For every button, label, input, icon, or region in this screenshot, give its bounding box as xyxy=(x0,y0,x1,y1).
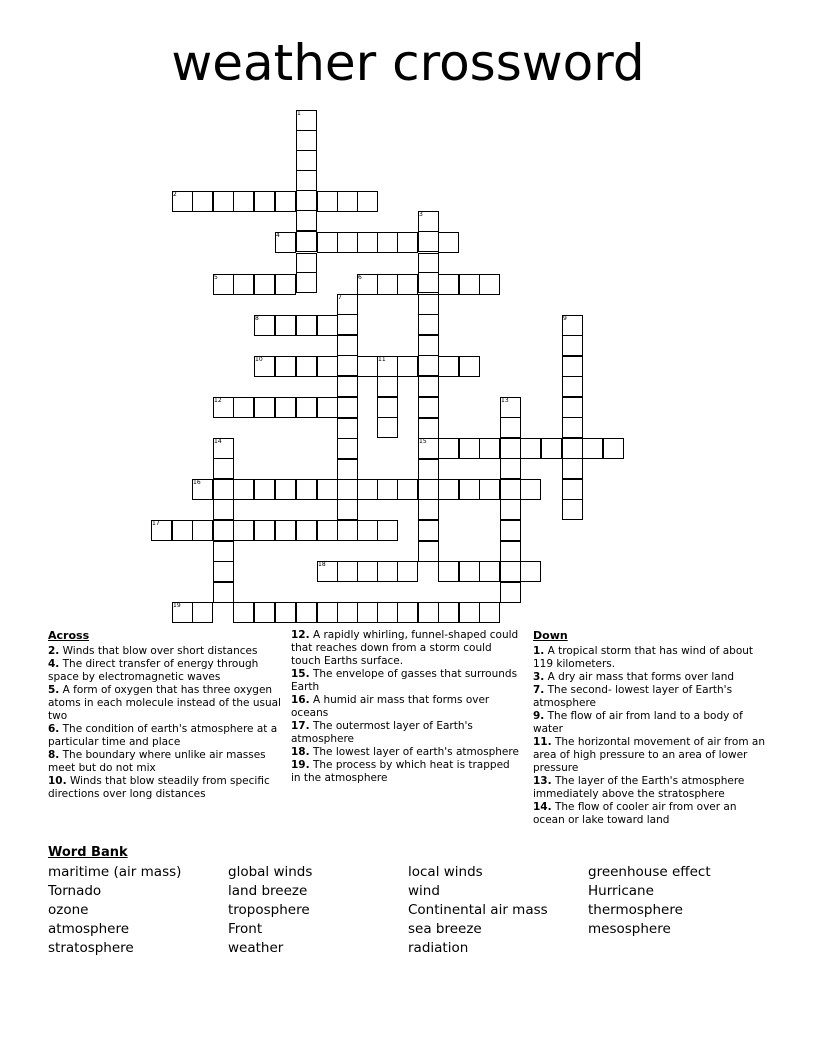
clue-number: 14. xyxy=(533,801,552,813)
clue-text: A form of oxygen that has three oxygen atoms in each molecule instead of the usual two xyxy=(48,684,281,722)
crossword-cell[interactable] xyxy=(254,274,275,295)
crossword-cell[interactable] xyxy=(337,499,358,520)
crossword-cell[interactable] xyxy=(233,274,254,295)
clue-text: The horizontal movement of air from an area of high pressure to an area of lower pressure xyxy=(533,736,765,774)
clue-text: The outermost layer of Earth's atmosphere xyxy=(291,720,473,745)
crossword-cell[interactable] xyxy=(500,417,521,438)
crossword-cell[interactable] xyxy=(337,418,358,439)
clue-number: 2. xyxy=(48,645,60,657)
crossword-cell[interactable] xyxy=(438,602,459,623)
word-bank-word: land breeze xyxy=(228,883,308,899)
crossword-cell[interactable] xyxy=(438,479,459,500)
across-clue xyxy=(291,720,519,746)
clue-text: Winds that blow over short distances xyxy=(59,645,258,657)
word-bank-word: stratosphere xyxy=(48,940,134,956)
clue-number-18: 18 xyxy=(318,561,326,568)
crossword-cell[interactable] xyxy=(418,294,439,315)
word-bank-word: Tornado xyxy=(48,883,102,899)
crossword-cell[interactable] xyxy=(337,438,358,459)
crossword-cell[interactable] xyxy=(418,499,439,520)
word-bank-word: local winds xyxy=(408,864,483,880)
clue-number-7: 7 xyxy=(338,294,342,301)
clue-number-14: 14 xyxy=(214,438,222,445)
clue-text: The lowest layer of earth's atmosphere xyxy=(309,746,519,758)
clue-number: 12. xyxy=(291,629,310,641)
crossword-cell[interactable] xyxy=(520,561,541,582)
across-clue xyxy=(48,775,283,801)
crossword-cell[interactable] xyxy=(418,231,439,252)
crossword-cell[interactable] xyxy=(459,479,480,500)
clue-number-13: 13 xyxy=(501,397,509,404)
crossword-cell[interactable] xyxy=(562,417,583,438)
clue-number: 9. xyxy=(533,710,545,722)
crossword-cell[interactable] xyxy=(377,479,398,500)
down-heading: Down xyxy=(533,629,568,642)
clue-text: A tropical storm that has wind of about 119 kilometers. xyxy=(533,645,754,670)
clue-text: The flow of cooler air from over an ocean or lake toward land xyxy=(533,801,737,826)
crossword-cell[interactable] xyxy=(357,356,378,377)
crossword-cell[interactable] xyxy=(317,520,338,541)
crossword-cell[interactable] xyxy=(377,274,398,295)
crossword-cell[interactable] xyxy=(275,315,296,336)
crossword-cell[interactable] xyxy=(418,397,439,418)
crossword-cell[interactable] xyxy=(254,520,275,541)
crossword-cell[interactable] xyxy=(479,602,500,623)
word-bank-word: sea breeze xyxy=(408,921,482,937)
word-bank-word: wind xyxy=(408,883,440,899)
word-bank-word: weather xyxy=(228,940,284,956)
clue-number-12: 12 xyxy=(214,397,222,404)
word-bank-word: ozone xyxy=(48,902,89,918)
crossword-cell[interactable] xyxy=(520,479,541,500)
crossword-cell[interactable] xyxy=(459,602,480,623)
clue-text: The envelope of gasses that surrounds Earth xyxy=(291,668,518,693)
crossword-cell[interactable] xyxy=(357,479,378,500)
crossword-cell[interactable] xyxy=(562,335,583,356)
word-bank-word: atmosphere xyxy=(48,921,129,937)
crossword-cell[interactable] xyxy=(213,499,234,520)
crossword-cell[interactable] xyxy=(397,274,418,295)
crossword-cell[interactable] xyxy=(317,315,338,336)
across-clues-continued xyxy=(291,629,519,785)
crossword-cell[interactable] xyxy=(438,438,459,459)
crossword-cell[interactable] xyxy=(500,479,521,500)
word-bank-word: global winds xyxy=(228,864,313,880)
crossword-cell[interactable] xyxy=(296,253,317,274)
down-clues xyxy=(533,629,768,827)
crossword-cell[interactable] xyxy=(418,314,439,335)
across-clue xyxy=(48,723,283,749)
clue-number: 15. xyxy=(291,668,310,680)
crossword-cell[interactable] xyxy=(213,520,234,541)
clue-number: 5. xyxy=(48,684,60,696)
clue-number: 1. xyxy=(533,645,545,657)
crossword-cell[interactable] xyxy=(357,191,378,212)
clue-text: The flow of air from land to a body of water xyxy=(533,710,743,735)
crossword-cell[interactable] xyxy=(397,602,418,623)
crossword-cell[interactable] xyxy=(418,355,439,376)
crossword-cell[interactable] xyxy=(500,561,521,582)
across-clue-list-continued xyxy=(291,629,519,785)
crossword-cell[interactable] xyxy=(275,397,296,418)
crossword-cell[interactable] xyxy=(337,191,358,212)
crossword-cell[interactable] xyxy=(275,274,296,295)
crossword-cell[interactable] xyxy=(337,232,358,253)
crossword-cell[interactable] xyxy=(296,231,317,252)
crossword-cell[interactable] xyxy=(296,130,317,151)
across-clue xyxy=(291,629,519,668)
crossword-cell[interactable] xyxy=(562,458,583,479)
clue-number-19: 19 xyxy=(173,602,181,609)
clue-number-15: 15 xyxy=(419,438,427,445)
crossword-cell[interactable] xyxy=(296,272,317,293)
crossword-cell[interactable] xyxy=(562,376,583,397)
word-bank-word: thermosphere xyxy=(588,902,683,918)
crossword-cell[interactable] xyxy=(377,417,398,438)
word-bank-word: troposphere xyxy=(228,902,310,918)
clue-number: 18. xyxy=(291,746,310,758)
crossword-cell[interactable] xyxy=(337,314,358,335)
crossword-cell[interactable] xyxy=(192,520,213,541)
crossword-cell[interactable] xyxy=(275,479,296,500)
clue-text: A rapidly whirling, funnel-shaped could that reaches down from a storm could touch Earths surface. xyxy=(291,629,519,667)
crossword-cell[interactable] xyxy=(500,438,521,459)
clue-number-16: 16 xyxy=(193,479,201,486)
crossword-cell[interactable] xyxy=(520,438,541,459)
word-bank-word: radiation xyxy=(408,940,469,956)
clue-text: The boundary where unlike air masses meet but do not mix xyxy=(48,749,266,774)
clue-number-8: 8 xyxy=(255,315,259,322)
crossword-cell[interactable] xyxy=(317,397,338,418)
crossword-cell[interactable] xyxy=(377,232,398,253)
crossword-cell[interactable] xyxy=(438,232,459,253)
clue-text: A dry air mass that forms over land xyxy=(544,671,735,683)
crossword-cell[interactable] xyxy=(213,582,234,603)
clue-number: 4. xyxy=(48,658,60,670)
clue-text: The direct transfer of energy through space by electromagnetic waves xyxy=(48,658,259,683)
crossword-cell[interactable] xyxy=(418,335,439,356)
crossword-cell[interactable] xyxy=(213,458,234,479)
clue-number-2: 2 xyxy=(173,191,177,198)
crossword-cell[interactable] xyxy=(418,479,439,500)
crossword-cell[interactable] xyxy=(337,479,358,500)
crossword-cell[interactable] xyxy=(418,376,439,397)
across-heading: Across xyxy=(48,629,90,642)
crossword-cell[interactable] xyxy=(438,356,459,377)
down-clue xyxy=(533,710,768,736)
crossword-cell[interactable] xyxy=(296,210,317,231)
crossword-cell[interactable] xyxy=(459,274,480,295)
crossword-cell[interactable] xyxy=(377,561,398,582)
crossword-cell[interactable] xyxy=(459,356,480,377)
crossword-cell[interactable] xyxy=(459,438,480,459)
word-bank-word: Hurricane xyxy=(588,883,654,899)
across-clue xyxy=(48,645,283,658)
crossword-cell[interactable] xyxy=(562,397,583,418)
crossword-cell[interactable] xyxy=(275,520,296,541)
crossword-cell[interactable] xyxy=(357,232,378,253)
across-clue xyxy=(48,658,283,684)
word-bank-word: Front xyxy=(228,921,263,937)
down-clue xyxy=(533,645,768,671)
crossword-cell[interactable] xyxy=(397,561,418,582)
crossword-cell[interactable] xyxy=(233,397,254,418)
crossword-cell[interactable] xyxy=(296,520,317,541)
crossword-cell[interactable] xyxy=(438,274,459,295)
crossword-cell[interactable] xyxy=(317,191,338,212)
crossword-cell[interactable] xyxy=(213,541,234,562)
crossword-cell[interactable] xyxy=(254,397,275,418)
crossword-cell[interactable] xyxy=(213,561,234,582)
crossword-cell[interactable] xyxy=(254,479,275,500)
crossword-cell[interactable] xyxy=(275,602,296,623)
clue-number-4: 4 xyxy=(276,232,280,239)
clue-number: 17. xyxy=(291,720,310,732)
crossword-cell[interactable] xyxy=(377,397,398,418)
crossword-cell[interactable] xyxy=(337,397,358,418)
word-bank-word: Continental air mass xyxy=(408,902,548,918)
clue-number-6: 6 xyxy=(358,274,362,281)
crossword-cell[interactable] xyxy=(357,602,378,623)
crossword-cell[interactable] xyxy=(479,274,500,295)
crossword-cell[interactable] xyxy=(296,315,317,336)
crossword-cell[interactable] xyxy=(418,602,439,623)
clue-number: 6. xyxy=(48,723,60,735)
clue-number-1: 1 xyxy=(297,110,301,117)
crossword-cell[interactable] xyxy=(438,561,459,582)
clue-number-17: 17 xyxy=(152,520,160,527)
crossword-cell[interactable] xyxy=(418,418,439,439)
clue-number: 13. xyxy=(533,775,552,787)
crossword-cell[interactable] xyxy=(337,459,358,480)
crossword-cell[interactable] xyxy=(479,438,500,459)
crossword-cell[interactable] xyxy=(192,602,213,623)
crossword-cell[interactable] xyxy=(296,397,317,418)
clue-number: 3. xyxy=(533,671,545,683)
crossword-cell[interactable] xyxy=(337,376,358,397)
crossword-cell[interactable] xyxy=(233,602,254,623)
clue-number: 11. xyxy=(533,736,552,748)
crossword-cell[interactable] xyxy=(296,170,317,191)
crossword-cell[interactable] xyxy=(296,190,317,211)
crossword-cell[interactable] xyxy=(377,376,398,397)
crossword-cell[interactable] xyxy=(418,541,439,562)
crossword-cell[interactable] xyxy=(418,253,439,274)
crossword-cell[interactable] xyxy=(254,191,275,212)
clue-text: A humid air mass that forms over oceans xyxy=(291,694,490,719)
crossword-cell[interactable] xyxy=(337,355,358,376)
down-clue xyxy=(533,684,768,710)
crossword-cell[interactable] xyxy=(500,541,521,562)
crossword-cell[interactable] xyxy=(418,459,439,480)
clue-text: The condition of earth's atmosphere at a particular time and place xyxy=(48,723,278,748)
across-clue xyxy=(291,668,519,694)
crossword-cell[interactable] xyxy=(377,602,398,623)
crossword-cell[interactable] xyxy=(296,150,317,171)
crossword-cell[interactable] xyxy=(562,499,583,520)
clue-number: 16. xyxy=(291,694,310,706)
crossword-cell[interactable] xyxy=(337,602,358,623)
crossword-cell[interactable] xyxy=(233,191,254,212)
across-clue xyxy=(291,694,519,720)
crossword-cell[interactable] xyxy=(562,356,583,377)
clue-text: The second- lowest layer of Earth's atmosphere xyxy=(533,684,733,709)
clue-number: 8. xyxy=(48,749,60,761)
across-clue xyxy=(291,759,519,785)
across-clue xyxy=(48,684,283,723)
clue-number-9: 9 xyxy=(563,315,567,322)
crossword-cell[interactable] xyxy=(254,602,275,623)
word-bank xyxy=(48,863,768,963)
clue-number-3: 3 xyxy=(419,211,423,218)
crossword-cell[interactable] xyxy=(337,520,358,541)
crossword-cell[interactable] xyxy=(562,479,583,500)
across-clue xyxy=(48,749,283,775)
crossword-cell[interactable] xyxy=(397,356,418,377)
crossword-cell[interactable] xyxy=(459,561,480,582)
clue-number-10: 10 xyxy=(255,356,263,363)
clue-number-11: 11 xyxy=(378,356,386,363)
clue-text: Winds that blow steadily from specific directions over long distances xyxy=(48,775,270,800)
clue-number: 19. xyxy=(291,759,310,771)
crossword-cell[interactable] xyxy=(377,520,398,541)
clue-number: 10. xyxy=(48,775,67,787)
crossword-cell[interactable] xyxy=(317,232,338,253)
word-bank-word: mesosphere xyxy=(588,921,671,937)
crossword-cell[interactable] xyxy=(500,499,521,520)
crossword-cell[interactable] xyxy=(500,520,521,541)
crossword-cell[interactable] xyxy=(233,520,254,541)
crossword-cell[interactable] xyxy=(296,602,317,623)
clue-number-5: 5 xyxy=(214,274,218,281)
crossword-cell[interactable] xyxy=(397,479,418,500)
crossword-cell[interactable] xyxy=(418,272,439,293)
across-clue-list xyxy=(48,645,283,801)
crossword-cell[interactable] xyxy=(275,356,296,377)
crossword-cell[interactable] xyxy=(213,479,234,500)
crossword-cell[interactable] xyxy=(337,561,358,582)
word-bank-word: maritime (air mass) xyxy=(48,864,182,880)
crossword-cell[interactable] xyxy=(541,438,562,459)
crossword-cell[interactable] xyxy=(275,191,296,212)
clue-text: The layer of the Earth's atmosphere immediately above the stratosphere xyxy=(533,775,745,800)
crossword-cell[interactable] xyxy=(603,438,624,459)
across-clues xyxy=(48,629,283,801)
down-clue xyxy=(533,801,768,827)
crossword-cell[interactable] xyxy=(562,438,583,459)
down-clue xyxy=(533,775,768,801)
crossword-cell[interactable] xyxy=(479,561,500,582)
crossword-cell[interactable] xyxy=(192,191,213,212)
crossword-cell[interactable] xyxy=(397,232,418,253)
crossword-cell[interactable] xyxy=(296,479,317,500)
down-clue xyxy=(533,671,768,684)
crossword-cell[interactable] xyxy=(172,520,193,541)
page-title: weather crossword xyxy=(171,34,645,92)
clue-text: The process by which heat is trapped in the atmosphere xyxy=(291,759,510,784)
crossword-cell[interactable] xyxy=(418,520,439,541)
word-bank-word: greenhouse effect xyxy=(588,864,711,880)
word-bank-heading: Word Bank xyxy=(48,845,128,860)
crossword-cell[interactable] xyxy=(357,520,378,541)
crossword-cell[interactable] xyxy=(582,438,603,459)
crossword-cell[interactable] xyxy=(337,335,358,356)
crossword-cell[interactable] xyxy=(317,479,338,500)
crossword-cell[interactable] xyxy=(233,479,254,500)
crossword-cell[interactable] xyxy=(317,602,338,623)
crossword-cell[interactable] xyxy=(296,356,317,377)
crossword-cell[interactable] xyxy=(500,458,521,479)
crossword-cell[interactable] xyxy=(357,561,378,582)
crossword-cell[interactable] xyxy=(479,479,500,500)
crossword-cell[interactable] xyxy=(213,191,234,212)
across-clue xyxy=(291,746,519,759)
clue-number: 7. xyxy=(533,684,545,696)
down-clue xyxy=(533,736,768,775)
crossword-cell[interactable] xyxy=(500,582,521,603)
down-clue-list xyxy=(533,645,768,827)
crossword-cell[interactable] xyxy=(317,356,338,377)
